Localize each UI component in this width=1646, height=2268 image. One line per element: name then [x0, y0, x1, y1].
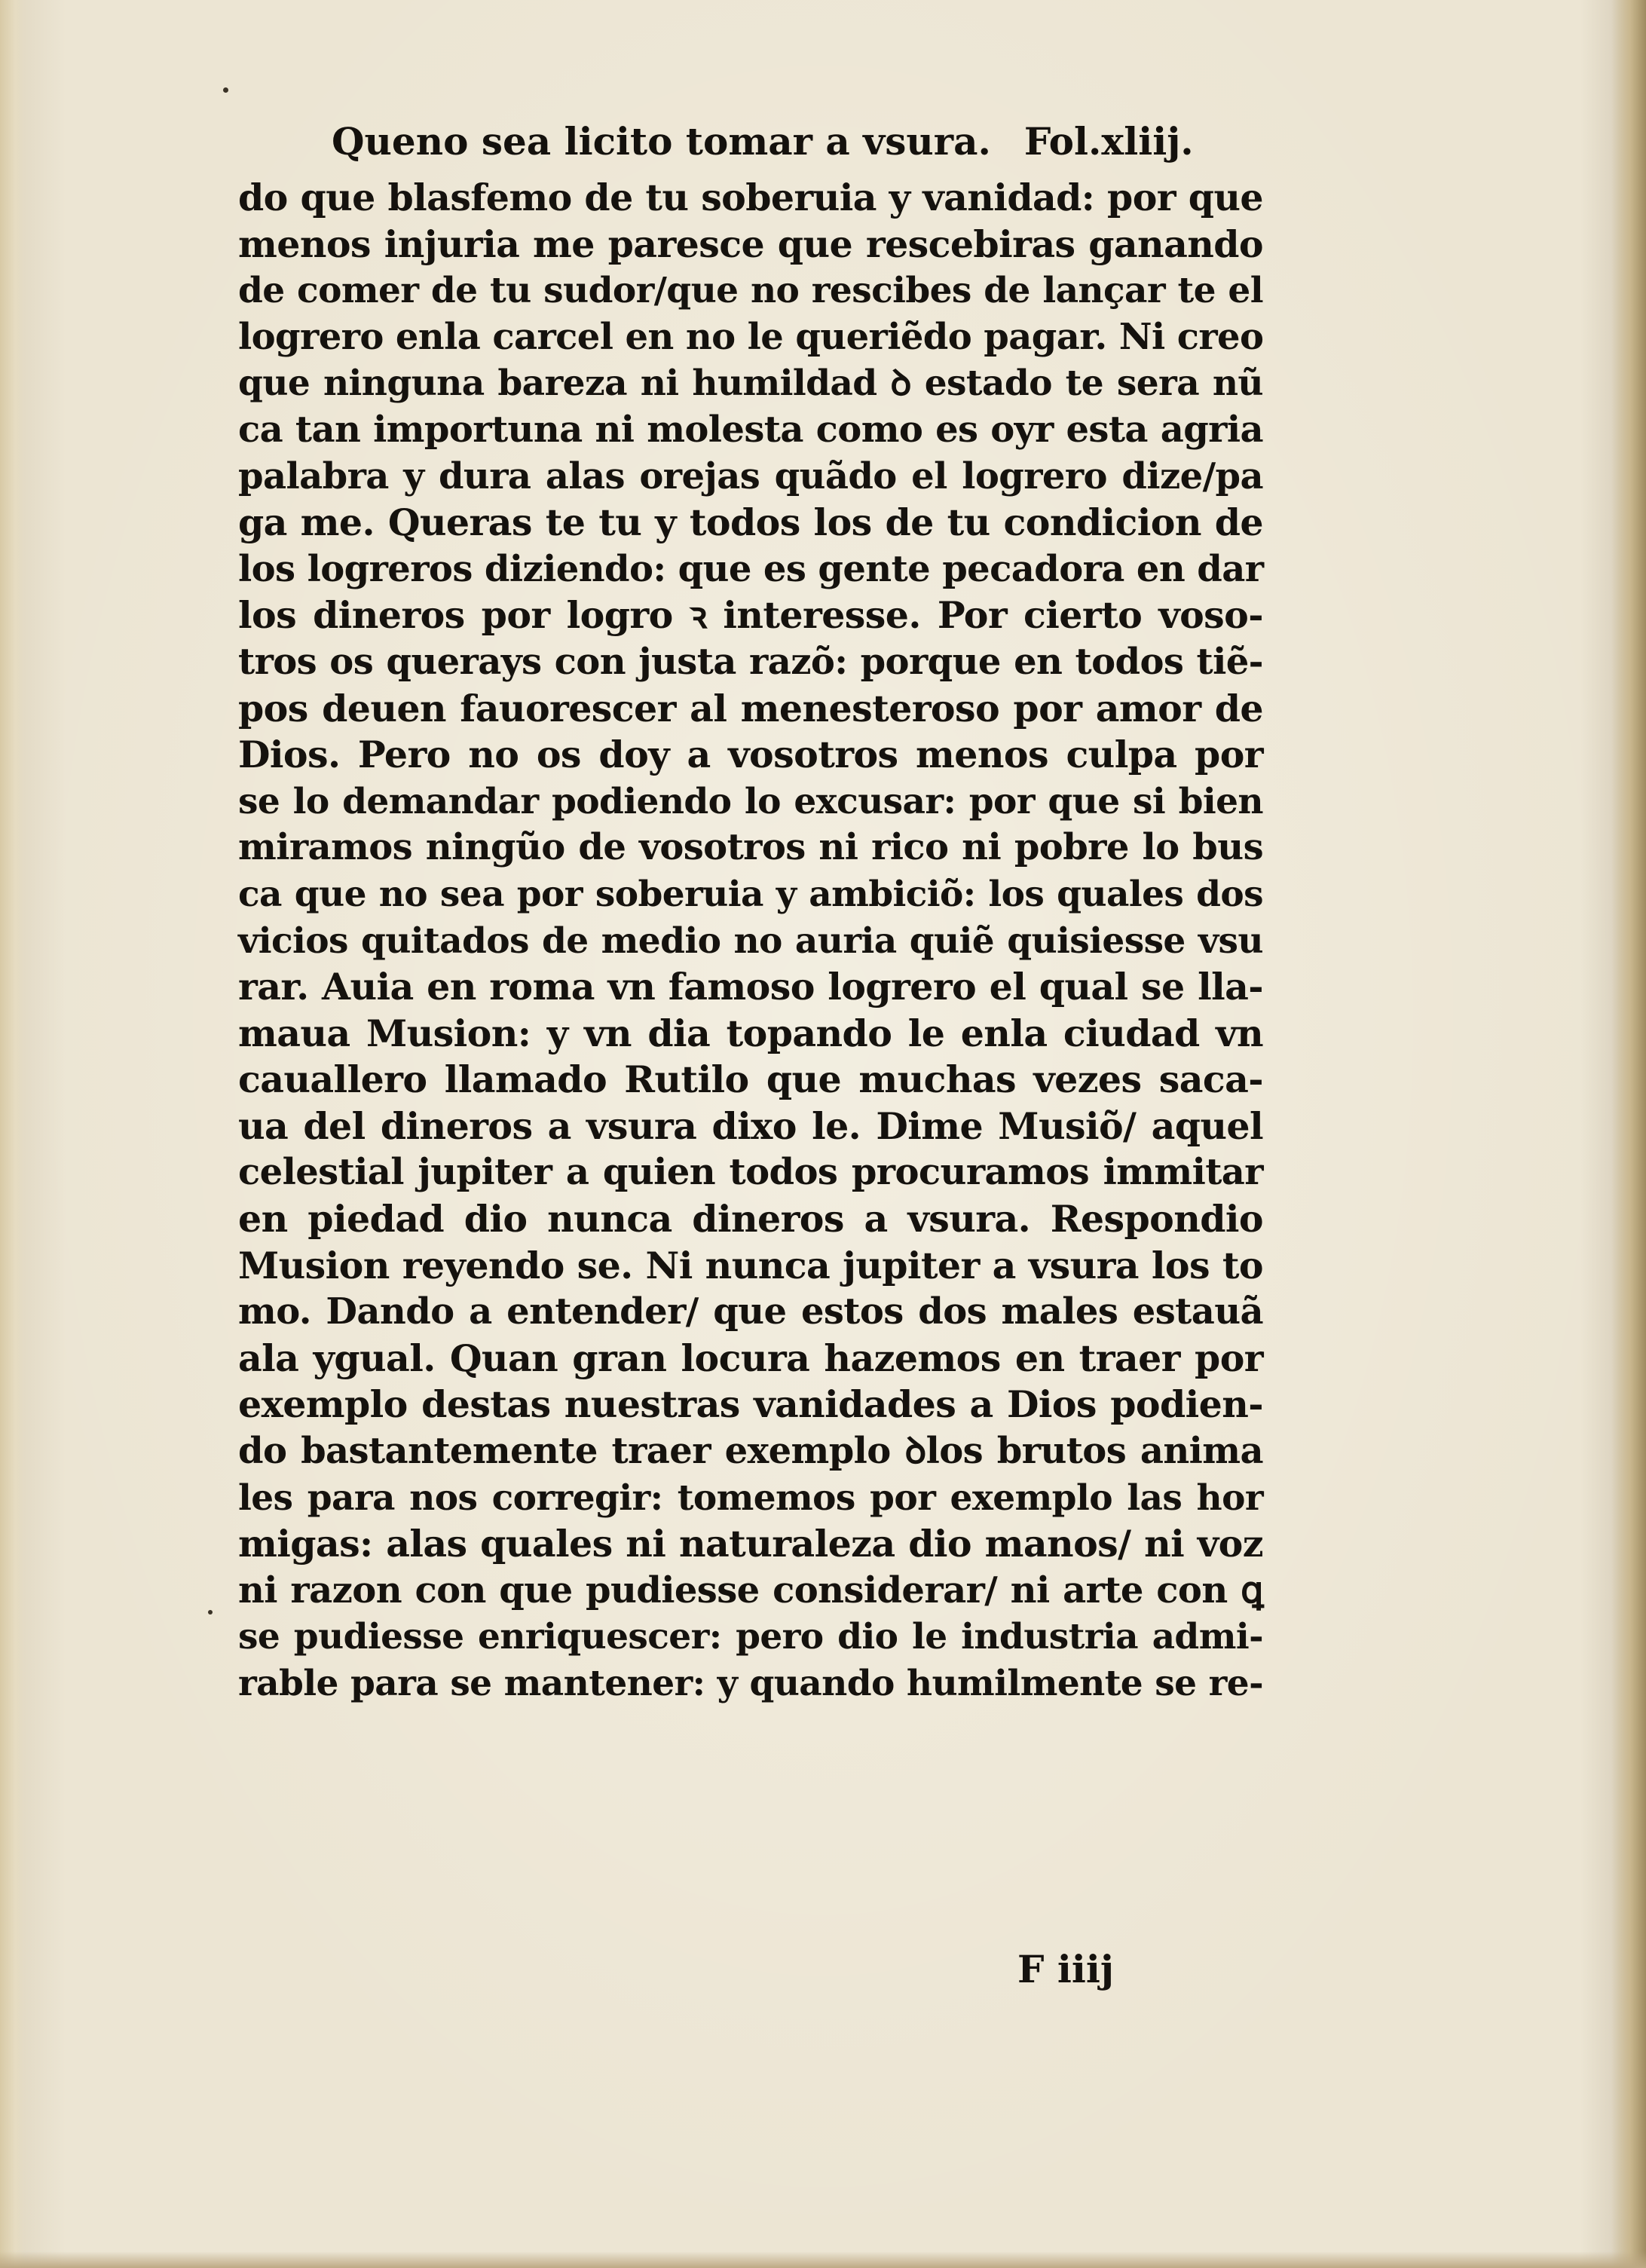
text-line: logrero enla carcel en no le queriẽdo pagar. Ni creo: [238, 315, 1264, 358]
text-line: ni razon con que pudiesse considerar/ ni arte con ꝗ: [238, 1569, 1263, 1611]
text-line: exemplo destas nuestras vanidades a Dios podien-: [238, 1382, 1263, 1427]
text-line: menos injuria me paresce que rescebiras ganando: [238, 222, 1263, 266]
text-line: rable para se mantener: y quando humilmente se re-: [238, 1663, 1263, 1704]
ink-speck: [208, 1610, 213, 1615]
page-right-edge: [1611, 0, 1646, 2268]
text-line: migas: alas quales ni naturaleza dio manos/ ni voz: [238, 1522, 1263, 1566]
text-line: de comer de tu sudor/que no rescibes de lançar te el: [238, 270, 1263, 312]
running-head-title: Queno sea licito tomar a vsura.: [332, 119, 991, 164]
text-line: ga me. Queras te tu y todos los de tu condicion de: [238, 500, 1263, 545]
text-line: ala ygual. Quan gran locura hazemos en traer por: [238, 1336, 1263, 1380]
text-line: Musion reyendo se. Ni nunca jupiter a vsura los to: [238, 1243, 1263, 1287]
text-line: los dineros por logro ꝛ interesse. Por cierto voso-: [238, 593, 1263, 638]
text-line: en piedad dio nunca dineros a vsura. Respondio: [238, 1197, 1263, 1241]
text-line: los logreros diziendo: que es gente pecadora en dar: [238, 547, 1264, 590]
text-line: do que blasfemo de tu soberuia y vanidad: por que: [238, 176, 1263, 219]
page-left-edge: [0, 0, 26, 2268]
signature-mark: F iiij: [1017, 1947, 1114, 1991]
ink-speck: [223, 87, 228, 93]
text-line: pos deuen fauorescer al menesteroso por amor de: [238, 686, 1263, 730]
text-line: ca tan importuna ni molesta como es oyr esta agria: [238, 408, 1263, 451]
text-line: mo. Dando a entender/ que estos dos males estauã: [238, 1290, 1263, 1333]
text-line: do bastantemente traer exemplo ꝺlos brutos anima: [238, 1430, 1263, 1473]
text-line: se pudiesse enriquescer: pero dio le industria admi-: [238, 1616, 1263, 1658]
text-line: que ninguna bareza ni humildad ꝺ estado te sera nũ: [238, 363, 1263, 405]
text-line: miramos ningũo de vosotros ni rico ni pobre lo bus: [238, 826, 1263, 869]
text-line: se lo demandar podiendo lo excusar: por que si bien: [238, 780, 1263, 822]
text-line: maua Musion: y vn dia topando le enla ciudad vn: [238, 1011, 1263, 1055]
text-line: celestial jupiter a quien todos procuramos immitar: [238, 1151, 1263, 1194]
folio-number: Fol.xliij.: [1023, 119, 1194, 164]
text-line: palabra y dura alas orejas quãdo el logrero dize/pa: [238, 455, 1263, 497]
text-line: vicios quitados de medio no auria quiẽ quisiesse vsu: [238, 920, 1263, 962]
page-bottom-edge: [0, 2251, 1646, 2268]
text-line: rar. Auia en roma vn famoso logrero el qual se lla-: [238, 965, 1263, 1009]
running-head: [332, 113, 1311, 170]
text-line: cauallero llamado Rutilo que muchas vezes saca-: [238, 1057, 1263, 1102]
text-line: Dios. Pero no os doy a vosotros menos culpa por: [238, 733, 1263, 777]
text-line: ua del dineros a vsura dixo le. Dime Musiõ/ aquel: [238, 1103, 1263, 1148]
text-line: les para nos corregir: tomemos por exemplo las hor: [238, 1477, 1263, 1519]
text-line: tros os querays con justa razõ: porque en todos tiẽ-: [238, 640, 1263, 683]
text-line: ca que no sea por soberuia y ambiciõ: los quales dos: [238, 873, 1263, 915]
text-column: [238, 175, 1263, 1931]
